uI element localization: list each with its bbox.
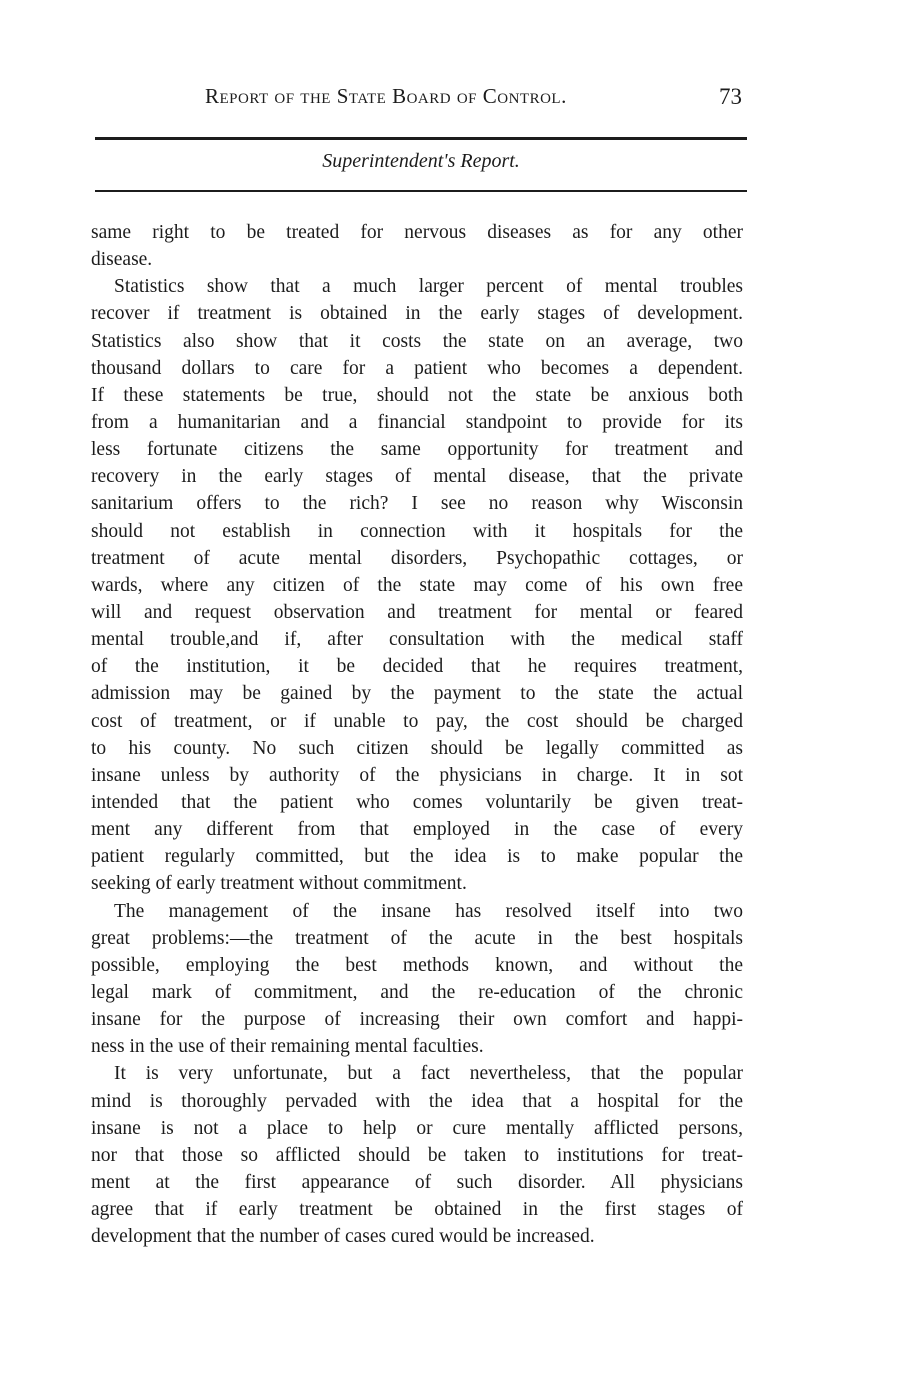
text-line: treatment of acute mental disorders, Psychopathic cottages, or [91, 547, 743, 569]
text-line: It is very unfortunate, but a fact nevertheless, that the popular [114, 1063, 743, 1085]
text-line: intended that the patient who comes voluntarily be given treat- [91, 791, 743, 813]
text-line: ment at the first appearance of such disorder. All physicians [91, 1171, 743, 1193]
paragraph [91, 1060, 743, 1250]
running-head: Report of the State Board of Control. [205, 84, 567, 108]
text-line: will and request observation and treatment for mental or feared [91, 601, 743, 623]
text-line: seeking of early treatment without commitment. [91, 873, 467, 895]
text-line: from a humanitarian and a financial standpoint to provide for its [91, 411, 743, 433]
text-line: mental trouble,and if, after consultation with the medical staff [91, 629, 743, 651]
text-line: legal mark of commitment, and the re-education of the chronic [91, 981, 743, 1003]
text-line: ment any different from that employed in the case of every [91, 819, 743, 841]
text-line: of the institution, it be decided that he requires treatment, [91, 656, 743, 678]
paragraph [91, 273, 743, 897]
text-line: great problems:—the treatment of the acute in the best hospitals [91, 927, 743, 949]
text-line: The management of the insane has resolved itself into two [114, 900, 743, 922]
text-line: same right to be treated for nervous diseases as for any other [91, 222, 743, 243]
paragraph [91, 219, 743, 273]
text-line: Statistics show that a much larger percent of mental troubles [114, 276, 743, 298]
header-rule-top [95, 137, 747, 140]
text-line: insane for the purpose of increasing their own comfort and happi- [91, 1009, 743, 1031]
page-number: 73 [719, 84, 742, 109]
text-line: should not establish in connection with it hospitals for the [91, 520, 743, 542]
text-line: recover if treatment is obtained in the early stages of development. [91, 303, 743, 325]
text-line: patient regularly committed, but the idea is to make popular the [91, 846, 743, 868]
body-text [91, 219, 743, 1250]
text-line: Statistics also show that it costs the state on an average, two [91, 330, 743, 352]
text-line: possible, employing the best methods known, and without the [91, 954, 743, 976]
text-line: insane is not a place to help or cure mentally afflicted persons, [91, 1117, 743, 1139]
text-line: thousand dollars to care for a patient who becomes a dependent. [91, 357, 743, 379]
header-rule-bottom [95, 190, 747, 192]
text-line: admission may be gained by the payment to the state the actual [91, 683, 743, 705]
text-line: mind is thoroughly pervaded with the idea that a hospital for the [91, 1090, 743, 1112]
text-line: recovery in the early stages of mental disease, that the private [91, 466, 743, 488]
text-line: ness in the use of their remaining mental faculties. [91, 1036, 484, 1058]
text-line: insane unless by authority of the physicians in charge. It in sot [91, 764, 743, 786]
text-line: agree that if early treatment be obtained in the first stages of [91, 1199, 743, 1221]
text-line: development that the number of cases cured would be increased. [91, 1226, 595, 1248]
text-line: to his county. No such citizen should be legally committed as [91, 737, 743, 759]
text-line: If these statements be true, should not the state be anxious both [91, 384, 743, 406]
section-title: Superintendent's Report. [322, 150, 520, 172]
text-line: nor that those so afflicted should be taken to institutions for treat- [91, 1144, 743, 1166]
text-line: wards, where any citizen of the state may come of his own free [91, 574, 743, 596]
text-line: disease. [91, 249, 153, 271]
text-line: cost of treatment, or if unable to pay, the cost should be charged [91, 710, 743, 732]
text-line: less fortunate citizens the same opportunity for treatment and [91, 439, 743, 461]
text-line: sanitarium offers to the rich? I see no reason why Wisconsin [91, 493, 743, 515]
paragraph [91, 898, 743, 1061]
